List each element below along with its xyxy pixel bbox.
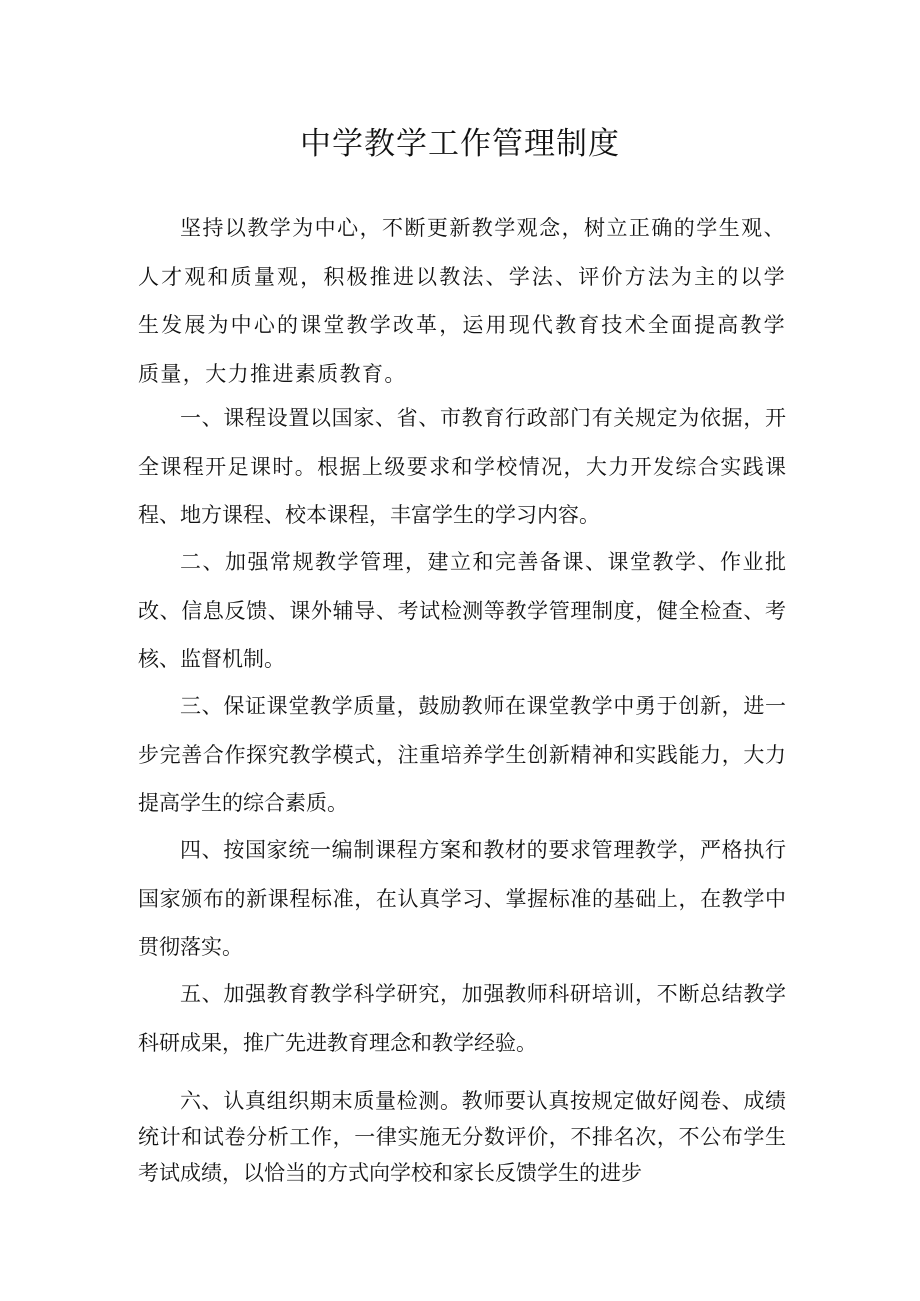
paragraph-intro: 坚持以教学为中心，不断更新教学观念，树立正确的学生观、人才观和质量观，积极推进以教法、学法、评价方法为主的以学生发展为中心的课堂教学改革，运用现代教育技术全面提高教学质量，大力推进素质教育。 bbox=[138, 216, 786, 386]
paragraph-2-routine-management: 二、加强常规教学管理，建立和完善备课、课堂教学、作业批改、信息反馈、课外辅导、考试检测等教学管理制度，健全检查、考核、监督机制。 bbox=[138, 550, 786, 671]
paragraph-6-exams: 六、认真组织期末质量检测。教师要认真按规定做好阅卷、成绩统计和试卷分析工作，一律实施无分数评价，不排名次，不公布学生考试成绩，以恰当的方式向学校和家长反馈学生的进步 bbox=[138, 1089, 786, 1185]
paragraph-5-research: 五、加强教育教学科学研究，加强教师科研培训，不断总结教学科研成果，推广先进教育理念和教学经验。 bbox=[138, 982, 786, 1055]
paragraph-4-national-standards: 四、按国家统一编制课程方案和教材的要求管理教学，严格执行国家颁布的新课程标准，在认真学习、掌握标准的基础上，在教学中贯彻落实。 bbox=[138, 838, 786, 959]
document-title: 中学教学工作管理制度 bbox=[300, 126, 620, 162]
paragraph-1-curriculum: 一、课程设置以国家、省、市教育行政部门有关规定为依据，开全课程开足课时。根据上级要求和学校情况，大力开发综合实践课程、地方课程、校本课程，丰富学生的学习内容。 bbox=[138, 406, 786, 527]
paragraph-3-classroom-quality: 三、保证课堂教学质量，鼓励教师在课堂教学中勇于创新，进一步完善合作探究教学模式，注重培养学生创新精神和实践能力，大力提高学生的综合素质。 bbox=[138, 694, 786, 815]
